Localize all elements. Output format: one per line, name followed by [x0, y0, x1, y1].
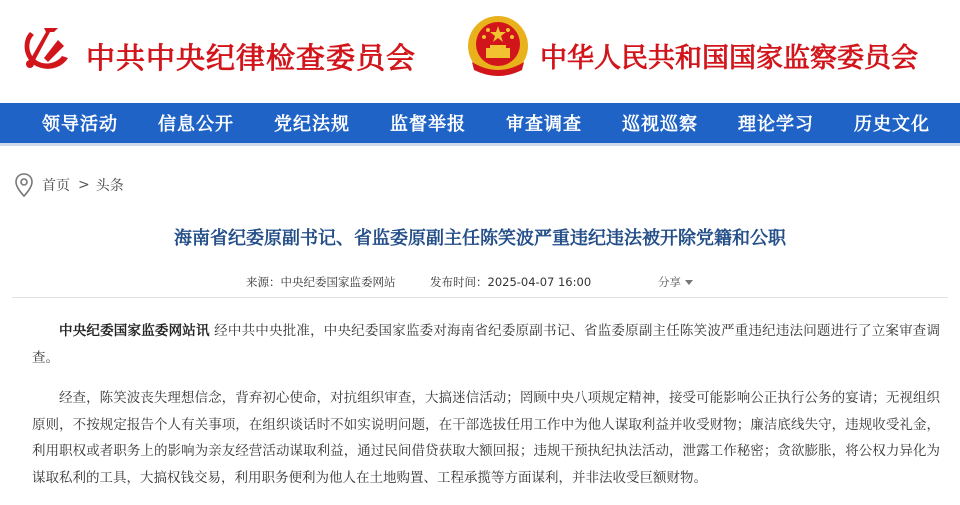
nav-item-inspection[interactable]: 巡视巡察: [622, 114, 698, 135]
nav-item-reporting[interactable]: 监督举报: [390, 114, 466, 135]
nav-item-history[interactable]: 历史文化: [854, 114, 930, 135]
paragraph-text: 经查，陈笑波丧失理想信念，背弃初心使命，对抗组织审查，大搞迷信活动；罔顾中央八项规定精神，接受可能影响公正执行公务的宴请；无视组织原则，不按规定报告个人有关事项，在组织谈话时不如实说明问题，在干部选拔任用工作中为他人谋取利益并收受财物；廉洁底线失守，违规收受礼金，利用职权或者职务上的影响为亲友经营活动谋取利益，通过民间借贷获取大额回报；违规干预执纪执法活动，泄露工作秘密；贪欲膨胀，将公权力异化为谋取私利的工具，大搞权钱交易，利用职务便利为他人在土地购置、工程承揽等方面谋利，并非法收受巨额财物。: [32, 390, 940, 486]
breadcrumb-separator: >: [78, 177, 90, 193]
nav-item-leadership[interactable]: 领导活动: [42, 114, 118, 135]
breadcrumb-current-link[interactable]: 头条: [95, 178, 124, 194]
date-value: 2025-04-07 16:00: [487, 275, 592, 289]
article-body: [32, 318, 940, 505]
chevron-down-icon: [685, 280, 693, 285]
article-source: [246, 274, 396, 290]
breadcrumb-home-link[interactable]: 首页: [42, 178, 70, 194]
source-label: 来源：: [246, 275, 281, 289]
share-button[interactable]: [658, 274, 693, 290]
nav-item-information[interactable]: 信息公开: [158, 114, 234, 135]
article-paragraph: [32, 318, 940, 371]
article-paragraph: [32, 385, 940, 491]
nav-item-regulations[interactable]: 党纪法规: [274, 114, 350, 135]
date-label: 发布时间：: [430, 275, 488, 289]
paragraph-lead: 中央纪委国家监委网站讯: [59, 323, 210, 339]
article-title: 海南省纪委原副书记、省监委原副主任陈笑波严重违纪违法被开除党籍和公职: [174, 228, 786, 249]
site-header: [0, 0, 960, 103]
paragraph-text: 经中共中央批准，中央纪委国家监委对海南省纪委原副书记、省监委原副主任陈笑波严重违纪违法问题进行了立案审查调查。: [32, 323, 940, 366]
article-date: [430, 274, 591, 290]
nav-divider: [0, 143, 960, 146]
nav-item-investigation[interactable]: 审查调查: [506, 114, 582, 135]
party-emblem-icon: [14, 18, 74, 78]
nav-item-theory[interactable]: 理论学习: [738, 114, 814, 135]
breadcrumb: [14, 172, 124, 198]
share-label: 分享: [658, 275, 681, 289]
location-pin-icon: [14, 172, 34, 198]
org-title-left: 中共中央纪律检查委员会: [86, 41, 417, 75]
national-emblem-icon: [466, 14, 530, 80]
org-title-right: 中华人民共和国国家监察委员会: [540, 43, 918, 74]
main-nav: [0, 103, 960, 143]
source-value: 中央纪委国家监委网站: [280, 275, 396, 289]
meta-divider: [12, 297, 948, 298]
article-meta: [0, 272, 960, 292]
